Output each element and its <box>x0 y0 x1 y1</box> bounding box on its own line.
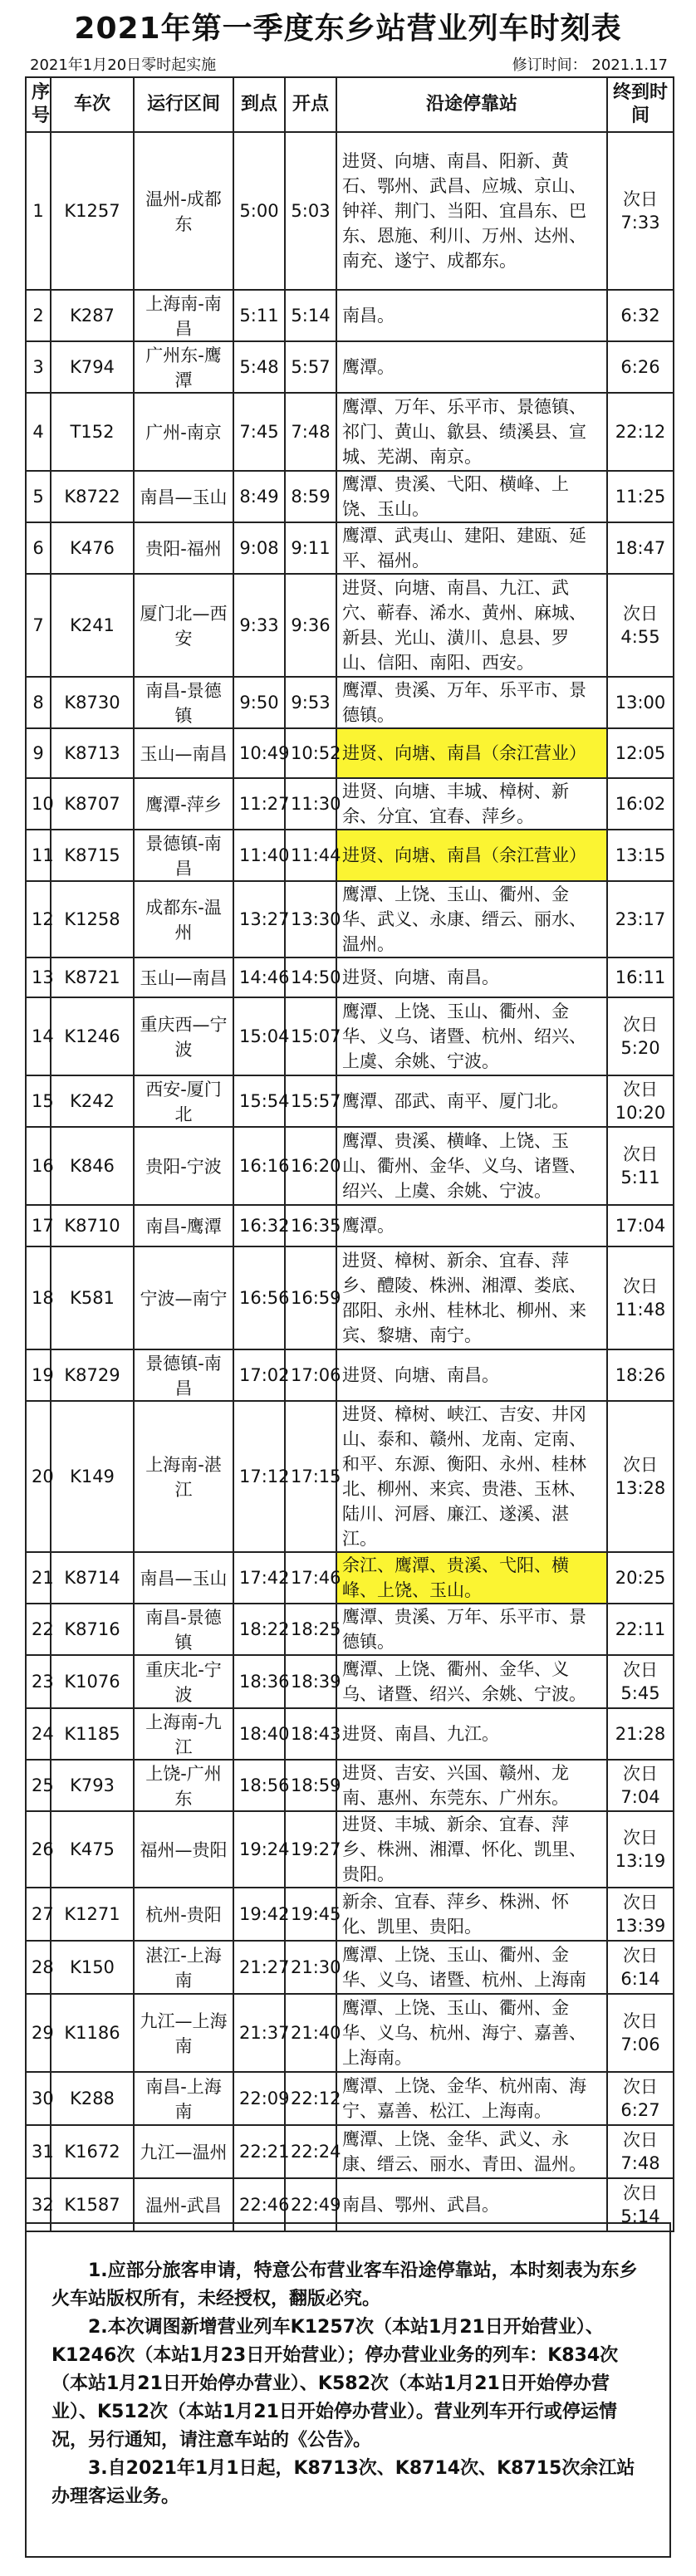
row-stops: 鹰潭、上饶、衢州、金华、义乌、诸暨、绍兴、余姚、宁波。 <box>336 1655 607 1708</box>
row-route: 南昌-景德镇 <box>134 677 233 728</box>
row-arrive: 8:49 <box>233 471 285 522</box>
row-stops: 鹰潭、贵溪、万年、乐平市、景德镇。 <box>336 1604 607 1655</box>
row-arrive: 15:54 <box>233 1075 285 1127</box>
row-depart: 22:24 <box>285 2125 336 2178</box>
row-train: K794 <box>51 341 134 393</box>
notes-box <box>25 2222 671 2558</box>
row-route: 西安-厦门北 <box>134 1075 233 1127</box>
row-seq: 30 <box>26 2072 51 2125</box>
row-route: 玉山—南昌 <box>134 728 233 778</box>
row-seq: 22 <box>26 1604 51 1655</box>
row-route: 南昌—玉山 <box>134 471 233 522</box>
row-terminal: 次日 7:04 <box>607 1760 674 1811</box>
table-row <box>26 290 674 341</box>
row-route: 重庆西—宁波 <box>134 997 233 1075</box>
row-arrive: 14:46 <box>233 957 285 997</box>
row-stops: 进贤、樟树、新余、宜春、萍乡、醴陵、株洲、湘潭、娄底、邵阳、永州、桂林北、柳州、来宾、黎塘、南宁。 <box>336 1246 607 1349</box>
row-terminal: 次日 7:48 <box>607 2125 674 2178</box>
row-seq: 10 <box>26 778 51 830</box>
row-depart: 19:27 <box>285 1811 336 1888</box>
row-stops: 鹰潭、上饶、玉山、衢州、金华、义乌、诸暨、杭州、绍兴、上虞、余姚、宁波。 <box>336 997 607 1075</box>
row-train: K846 <box>51 1127 134 1205</box>
row-depart: 18:25 <box>285 1604 336 1655</box>
table-row <box>26 1655 674 1708</box>
row-train: K242 <box>51 1075 134 1127</box>
row-route: 玉山—南昌 <box>134 957 233 997</box>
revision-date: 修订时间： 2021.1.17 <box>512 56 668 74</box>
row-route: 南昌-景德镇 <box>134 1604 233 1655</box>
row-terminal: 次日 5:45 <box>607 1655 674 1708</box>
row-stops: 鹰潭、上饶、金华、武义、永康、缙云、丽水、青田、温州。 <box>336 2125 607 2178</box>
row-train: K8714 <box>51 1552 134 1604</box>
row-terminal: 次日 5:14 <box>607 2178 674 2231</box>
row-arrive: 9:50 <box>233 677 285 728</box>
row-seq: 28 <box>26 1941 51 1994</box>
row-terminal: 13:15 <box>607 830 674 881</box>
row-route: 湛江-上海南 <box>134 1941 233 1994</box>
row-arrive: 9:08 <box>233 522 285 574</box>
table-row <box>26 778 674 830</box>
table-row <box>26 1349 674 1401</box>
table-row <box>26 132 674 290</box>
row-seq: 3 <box>26 341 51 393</box>
row-depart: 11:44 <box>285 830 336 881</box>
table-row <box>26 2125 674 2178</box>
row-terminal: 次日 7:06 <box>607 1994 674 2072</box>
row-terminal: 6:26 <box>607 341 674 393</box>
row-depart: 17:06 <box>285 1349 336 1401</box>
row-arrive: 7:45 <box>233 393 285 471</box>
row-depart: 8:59 <box>285 471 336 522</box>
row-terminal: 6:32 <box>607 290 674 341</box>
row-terminal: 次日 10:20 <box>607 1075 674 1127</box>
row-train: K1186 <box>51 1994 134 2072</box>
row-terminal: 16:02 <box>607 778 674 830</box>
table-row <box>26 1708 674 1760</box>
row-stops: 进贤、吉安、兴国、赣州、龙南、惠州、东莞东、广州东。 <box>336 1760 607 1811</box>
row-seq: 25 <box>26 1760 51 1811</box>
row-terminal: 次日 6:27 <box>607 2072 674 2125</box>
table-row <box>26 1941 674 1994</box>
row-depart: 18:59 <box>285 1760 336 1811</box>
row-arrive: 17:12 <box>233 1401 285 1552</box>
row-seq: 27 <box>26 1888 51 1941</box>
row-route: 南昌-鹰潭 <box>134 1205 233 1246</box>
row-terminal: 11:25 <box>607 471 674 522</box>
row-route: 厦门北—西安 <box>134 574 233 677</box>
row-arrive: 16:56 <box>233 1246 285 1349</box>
row-route: 广州东-鹰潭 <box>134 341 233 393</box>
row-depart: 21:40 <box>285 1994 336 2072</box>
row-route: 上饶-广州东 <box>134 1760 233 1811</box>
row-stops: 鹰潭、贵溪、弋阳、横峰、上饶、玉山。 <box>336 471 607 522</box>
row-train: K8715 <box>51 830 134 881</box>
row-depart: 18:39 <box>285 1655 336 1708</box>
row-route: 温州-武昌 <box>134 2178 233 2231</box>
row-seq: 11 <box>26 830 51 881</box>
row-depart: 18:43 <box>285 1708 336 1760</box>
row-seq: 8 <box>26 677 51 728</box>
row-seq: 12 <box>26 881 51 957</box>
row-depart: 15:57 <box>285 1075 336 1127</box>
row-terminal: 21:28 <box>607 1708 674 1760</box>
table-row <box>26 957 674 997</box>
note-1: 1.应部分旅客申请，特意公布营业客车沿途停靠站，本时刻表为东乡火车站版权所有，未经授权，翻版必究。 <box>51 2260 638 2309</box>
row-terminal: 22:11 <box>607 1604 674 1655</box>
header-arrive: 到点 <box>233 77 285 132</box>
row-seq: 24 <box>26 1708 51 1760</box>
row-train: T152 <box>51 393 134 471</box>
row-train: K8730 <box>51 677 134 728</box>
row-train: K8713 <box>51 728 134 778</box>
row-train: K1246 <box>51 997 134 1075</box>
row-train: K8707 <box>51 778 134 830</box>
row-route: 上海南-九江 <box>134 1708 233 1760</box>
row-depart: 16:20 <box>285 1127 336 1205</box>
row-stops: 鹰潭、上饶、玉山、衢州、金华、义乌、杭州、海宁、嘉善、上海南。 <box>336 1994 607 2072</box>
table-row <box>26 574 674 677</box>
row-route: 杭州-贵阳 <box>134 1888 233 1941</box>
row-terminal: 22:12 <box>607 393 674 471</box>
row-arrive: 5:11 <box>233 290 285 341</box>
row-seq: 18 <box>26 1246 51 1349</box>
row-arrive: 16:32 <box>233 1205 285 1246</box>
row-terminal: 次日 13:39 <box>607 1888 674 1941</box>
table-row <box>26 1075 674 1127</box>
row-arrive: 11:27 <box>233 778 285 830</box>
header-seq: 序号 <box>26 77 51 132</box>
row-seq: 21 <box>26 1552 51 1604</box>
row-train: K150 <box>51 1941 134 1994</box>
row-route: 景德镇-南昌 <box>134 1349 233 1401</box>
row-train: K288 <box>51 2072 134 2125</box>
row-train: K1258 <box>51 881 134 957</box>
row-depart: 9:53 <box>285 677 336 728</box>
row-stops: 进贤、向塘、南昌（余江营业） <box>336 728 607 778</box>
table-row <box>26 830 674 881</box>
row-stops: 余江、鹰潭、贵溪、弋阳、横峰、上饶、玉山。 <box>336 1552 607 1604</box>
row-stops: 鹰潭、上饶、金华、杭州南、海宁、嘉善、松江、上海南。 <box>336 2072 607 2125</box>
row-stops: 进贤、南昌、九江。 <box>336 1708 607 1760</box>
row-stops: 进贤、向塘、南昌。 <box>336 1349 607 1401</box>
row-arrive: 18:22 <box>233 1604 285 1655</box>
row-arrive: 17:42 <box>233 1552 285 1604</box>
row-arrive: 21:27 <box>233 1941 285 1994</box>
row-train: K1271 <box>51 1888 134 1941</box>
row-route: 九江—上海南 <box>134 1994 233 2072</box>
row-stops: 鹰潭。 <box>336 341 607 393</box>
row-stops: 鹰潭、万年、乐平市、景德镇、祁门、黄山、歙县、绩溪县、宣城、芜湖、南京。 <box>336 393 607 471</box>
row-depart: 5:03 <box>285 132 336 290</box>
row-route: 南昌—玉山 <box>134 1552 233 1604</box>
row-terminal: 次日 13:19 <box>607 1811 674 1888</box>
row-terminal: 20:25 <box>607 1552 674 1604</box>
row-route: 温州-成都东 <box>134 132 233 290</box>
row-terminal: 23:17 <box>607 881 674 957</box>
table-row <box>26 1888 674 1941</box>
row-arrive: 9:33 <box>233 574 285 677</box>
table-row <box>26 471 674 522</box>
table-row <box>26 1760 674 1811</box>
row-arrive: 19:42 <box>233 1888 285 1941</box>
row-train: K8729 <box>51 1349 134 1401</box>
row-arrive: 21:37 <box>233 1994 285 2072</box>
row-depart: 13:30 <box>285 881 336 957</box>
table-row <box>26 522 674 574</box>
row-seq: 20 <box>26 1401 51 1552</box>
row-depart: 5:57 <box>285 341 336 393</box>
table-row <box>26 881 674 957</box>
row-arrive: 22:46 <box>233 2178 285 2231</box>
note-3: 3.自2021年1月1日起，K8713次、K8714次、K8715次余江站办理客运业务。 <box>51 2458 635 2507</box>
row-terminal: 次日 13:28 <box>607 1401 674 1552</box>
row-seq: 15 <box>26 1075 51 1127</box>
row-depart: 11:30 <box>285 778 336 830</box>
row-route: 贵阳-福州 <box>134 522 233 574</box>
row-depart: 5:14 <box>285 290 336 341</box>
row-route: 上海南-南昌 <box>134 290 233 341</box>
row-stops: 进贤、向塘、南昌、阳新、黄石、鄂州、武昌、应城、京山、钟祥、荆门、当阳、宜昌东、巴东、恩施、利川、万州、达州、南充、遂宁、成都东。 <box>336 132 607 290</box>
row-train: K1587 <box>51 2178 134 2231</box>
row-terminal: 17:04 <box>607 1205 674 1246</box>
row-route: 九江—温州 <box>134 2125 233 2178</box>
row-seq: 19 <box>26 1349 51 1401</box>
row-train: K287 <box>51 290 134 341</box>
row-seq: 13 <box>26 957 51 997</box>
row-seq: 32 <box>26 2178 51 2231</box>
row-depart: 21:30 <box>285 1941 336 1994</box>
table-row <box>26 341 674 393</box>
table-row <box>26 1994 674 2072</box>
row-route: 福州—贵阳 <box>134 1811 233 1888</box>
row-stops: 南昌、鄂州、武昌。 <box>336 2178 607 2231</box>
row-seq: 4 <box>26 393 51 471</box>
row-arrive: 22:21 <box>233 2125 285 2178</box>
table-row <box>26 1604 674 1655</box>
row-depart: 14:50 <box>285 957 336 997</box>
row-terminal: 16:11 <box>607 957 674 997</box>
row-arrive: 18:40 <box>233 1708 285 1760</box>
note-2: 2.本次调图新增营业列车K1257次（本站1月21日开始营业）、K1246次（本站1月23日开始营业）；停办营业业务的列车：K834次（本站1月21日开始停办营业）、K582次（本站1月21日开始停办营业）、K512次（本站1月21日开始停办营业）。营业列车开行或停运情况，另行通知，请注意车站的《公告》。 <box>51 2317 619 2451</box>
row-stops: 鹰潭、邵武、南平、厦门北。 <box>336 1075 607 1127</box>
row-arrive: 10:49 <box>233 728 285 778</box>
row-stops: 进贤、向塘、南昌。 <box>336 957 607 997</box>
header-terminal: 终到时间 <box>607 77 674 132</box>
row-depart: 22:49 <box>285 2178 336 2231</box>
header-route: 运行区间 <box>134 77 233 132</box>
row-train: K793 <box>51 1760 134 1811</box>
row-terminal: 次日 5:20 <box>607 997 674 1075</box>
row-train: K1076 <box>51 1655 134 1708</box>
header-depart: 开点 <box>285 77 336 132</box>
row-terminal: 18:47 <box>607 522 674 574</box>
row-arrive: 22:09 <box>233 2072 285 2125</box>
row-terminal: 18:26 <box>607 1349 674 1401</box>
table-row <box>26 997 674 1075</box>
row-depart: 22:12 <box>285 2072 336 2125</box>
row-depart: 15:07 <box>285 997 336 1075</box>
row-arrive: 19:24 <box>233 1811 285 1888</box>
row-stops: 新余、宜春、萍乡、株洲、怀化、凯里、贵阳。 <box>336 1888 607 1941</box>
table-row <box>26 1401 674 1552</box>
row-seq: 31 <box>26 2125 51 2178</box>
header-train: 车次 <box>51 77 134 132</box>
row-seq: 26 <box>26 1811 51 1888</box>
row-depart: 9:36 <box>285 574 336 677</box>
page-title: 2021年第一季度东乡站营业列车时刻表 <box>74 12 622 46</box>
header-stops: 沿途停靠站 <box>336 77 607 132</box>
row-seq: 5 <box>26 471 51 522</box>
row-seq: 1 <box>26 132 51 290</box>
row-seq: 6 <box>26 522 51 574</box>
row-stops: 进贤、樟树、峡江、吉安、井冈山、泰和、赣州、龙南、定南、和平、东源、衡阳、永州、桂林北、柳州、来宾、贵港、玉林、陆川、河唇、廉江、遂溪、湛江。 <box>336 1401 607 1552</box>
row-train: K1257 <box>51 132 134 290</box>
row-arrive: 5:00 <box>233 132 285 290</box>
row-stops: 南昌。 <box>336 290 607 341</box>
row-arrive: 17:02 <box>233 1349 285 1401</box>
row-train: K8721 <box>51 957 134 997</box>
row-train: K8722 <box>51 471 134 522</box>
row-depart: 10:52 <box>285 728 336 778</box>
row-train: K581 <box>51 1246 134 1349</box>
row-route: 广州-南京 <box>134 393 233 471</box>
table-row <box>26 1127 674 1205</box>
row-terminal: 次日 7:33 <box>607 132 674 290</box>
row-stops: 鹰潭。 <box>336 1205 607 1246</box>
row-arrive: 5:48 <box>233 341 285 393</box>
row-arrive: 18:56 <box>233 1760 285 1811</box>
row-stops: 进贤、向塘、南昌（余江营业） <box>336 830 607 881</box>
row-arrive: 18:36 <box>233 1655 285 1708</box>
row-seq: 17 <box>26 1205 51 1246</box>
row-train: K149 <box>51 1401 134 1552</box>
table-row <box>26 1552 674 1604</box>
row-terminal: 次日 5:11 <box>607 1127 674 1205</box>
row-terminal: 13:00 <box>607 677 674 728</box>
row-route: 贵阳-宁波 <box>134 1127 233 1205</box>
row-arrive: 11:40 <box>233 830 285 881</box>
row-depart: 7:48 <box>285 393 336 471</box>
row-seq: 7 <box>26 574 51 677</box>
row-arrive: 13:27 <box>233 881 285 957</box>
row-route: 南昌-上海南 <box>134 2072 233 2125</box>
row-route: 景德镇-南昌 <box>134 830 233 881</box>
row-route: 重庆北-宁波 <box>134 1655 233 1708</box>
effective-date: 2021年1月20日零时起实施 <box>30 56 217 74</box>
timetable <box>25 76 674 2232</box>
row-depart: 16:59 <box>285 1246 336 1349</box>
row-arrive: 15:04 <box>233 997 285 1075</box>
row-seq: 9 <box>26 728 51 778</box>
table-row <box>26 1811 674 1888</box>
row-terminal: 12:05 <box>607 728 674 778</box>
row-stops: 鹰潭、上饶、玉山、衢州、金华、义乌、诸暨、杭州、上海南 <box>336 1941 607 1994</box>
row-route: 成都东-温州 <box>134 881 233 957</box>
row-terminal: 次日 6:14 <box>607 1941 674 1994</box>
row-terminal: 次日 4:55 <box>607 574 674 677</box>
row-depart: 9:11 <box>285 522 336 574</box>
row-seq: 16 <box>26 1127 51 1205</box>
table-row <box>26 2072 674 2125</box>
row-stops: 进贤、向塘、南昌、九江、武穴、蕲春、浠水、黄州、麻城、新县、光山、潢川、息县、罗山、信阳、南阳、西安。 <box>336 574 607 677</box>
row-stops: 鹰潭、贵溪、横峰、上饶、玉山、衢州、金华、义乌、诸暨、绍兴、上虞、余姚、宁波。 <box>336 1127 607 1205</box>
row-route: 上海南-湛江 <box>134 1401 233 1552</box>
row-train: K1185 <box>51 1708 134 1760</box>
row-train: K476 <box>51 522 134 574</box>
row-train: K8716 <box>51 1604 134 1655</box>
row-stops: 鹰潭、武夷山、建阳、建瓯、延平、福州。 <box>336 522 607 574</box>
row-stops: 鹰潭、贵溪、万年、乐平市、景德镇。 <box>336 677 607 728</box>
row-depart: 19:45 <box>285 1888 336 1941</box>
row-terminal: 次日 11:48 <box>607 1246 674 1349</box>
table-row <box>26 728 674 778</box>
row-train: K1672 <box>51 2125 134 2178</box>
header-row <box>26 77 674 132</box>
row-train: K475 <box>51 1811 134 1888</box>
row-train: K241 <box>51 574 134 677</box>
row-train: K8710 <box>51 1205 134 1246</box>
row-route: 宁波—南宁 <box>134 1246 233 1349</box>
row-seq: 29 <box>26 1994 51 2072</box>
row-route: 鹰潭-萍乡 <box>134 778 233 830</box>
table-row <box>26 1205 674 1246</box>
row-arrive: 16:16 <box>233 1127 285 1205</box>
table-row <box>26 393 674 471</box>
row-depart: 17:46 <box>285 1552 336 1604</box>
row-stops: 鹰潭、上饶、玉山、衢州、金华、武义、永康、缙云、丽水、温州。 <box>336 881 607 957</box>
row-stops: 进贤、向塘、丰城、樟树、新余、分宜、宜春、萍乡。 <box>336 778 607 830</box>
table-row <box>26 1246 674 1349</box>
row-seq: 2 <box>26 290 51 341</box>
row-seq: 14 <box>26 997 51 1075</box>
row-stops: 进贤、丰城、新余、宜春、萍乡、株洲、湘潭、怀化、凯里、贵阳。 <box>336 1811 607 1888</box>
row-depart: 17:15 <box>285 1401 336 1552</box>
row-seq: 23 <box>26 1655 51 1708</box>
row-depart: 16:35 <box>285 1205 336 1246</box>
table-row <box>26 677 674 728</box>
